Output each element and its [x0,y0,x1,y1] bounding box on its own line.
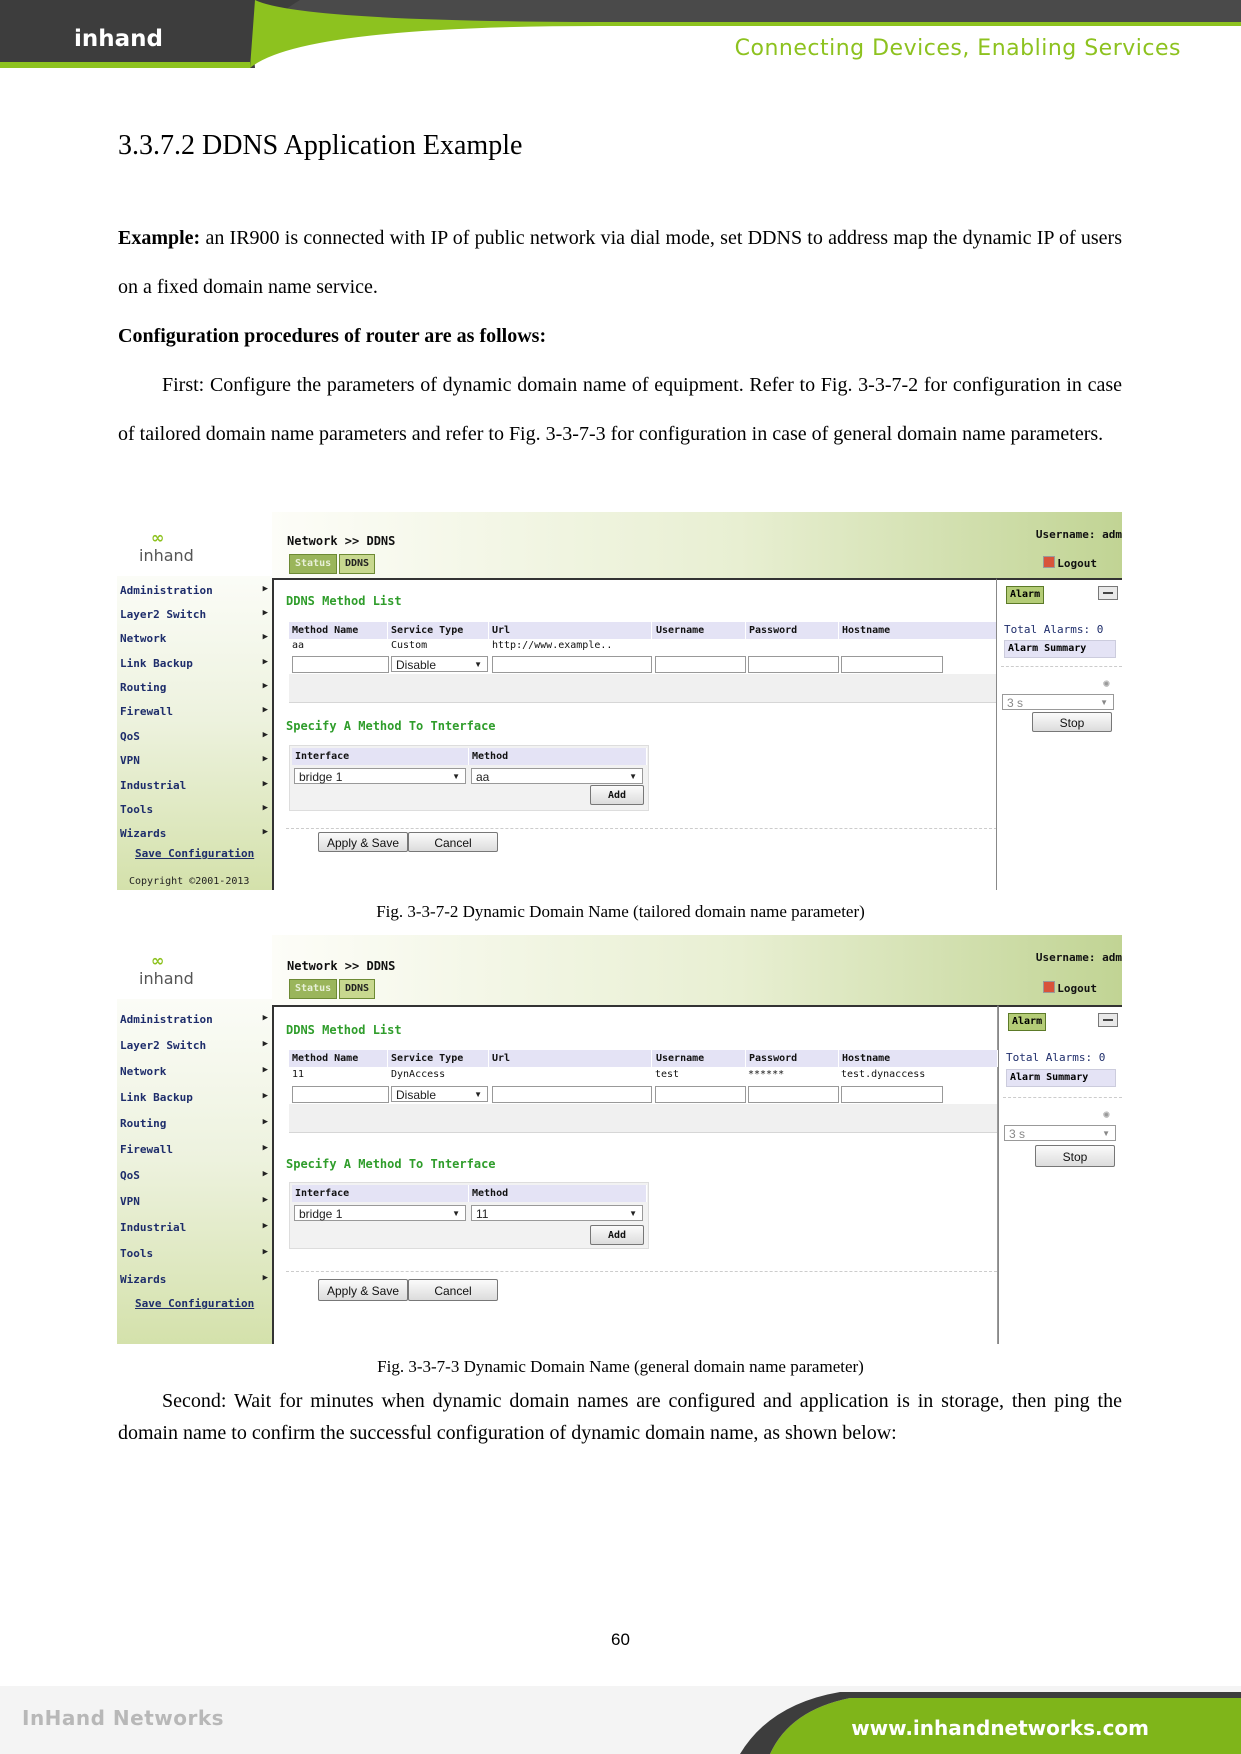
menu-industrial[interactable]: Industrial ▶ [120,1221,268,1234]
logo-mark-icon: ∞ [151,528,165,547]
arrow-right-icon: ▶ [262,1039,268,1049]
arrow-right-icon: ▶ [262,1091,268,1101]
copyright: Copyright ©2001-2013 [129,876,250,887]
alarm-summary[interactable]: Alarm Summary [1004,640,1116,658]
cell-password: ****** [748,1069,785,1080]
arrow-right-icon: ▶ [262,803,268,813]
menu-layer2-switch[interactable]: Layer2 Switch ▶ [120,608,268,621]
stop-button[interactable]: Stop [1032,712,1112,732]
top-bar [272,935,1122,1005]
arrow-right-icon: ▶ [262,584,268,594]
loading-spinner-icon: ✺ [1102,676,1110,690]
col-method: Method [469,1185,647,1202]
interface-box [289,745,649,811]
divider [1001,666,1122,667]
logout-icon [1043,556,1055,568]
cancel-button[interactable]: Cancel [408,832,498,852]
page-number: 60 [611,1630,630,1649]
arrow-right-icon: ▶ [262,705,268,715]
minimize-icon[interactable] [1098,1013,1118,1027]
arrow-right-icon: ▶ [262,827,268,837]
col-service-type: Service Type [388,1050,489,1067]
chevron-down-icon: ▼ [1102,1129,1110,1138]
tab-status[interactable]: Status [289,979,337,999]
arrow-right-icon: ▶ [262,730,268,740]
menu-vpn[interactable]: VPN ▶ [120,1195,268,1208]
username-input[interactable] [655,656,746,673]
breadcrumb: Network >> DDNS [287,959,396,973]
cell-method-name: aa [292,640,305,651]
inhand-logo: ∞ inhand [139,528,194,565]
chevron-down-icon: ▼ [629,1209,637,1218]
section-title: 3.3.7.2 DDNS Application Example [118,130,523,161]
menu-tools[interactable]: Tools ▶ [120,1247,268,1260]
specify-method-title: Specify A Method To Tnterface [286,1157,496,1171]
top-bar [272,512,1122,578]
col-interface: Interface [292,748,469,765]
arrow-right-icon: ▶ [262,1117,268,1127]
menu-network[interactable]: Network ▶ [120,632,268,645]
alarm-panel [996,578,1122,890]
arrow-right-icon: ▶ [262,1221,268,1231]
service-type-select[interactable]: Disable ▼ [391,1086,488,1102]
col-username: Username [653,1050,746,1067]
col-service-type: Service Type [388,622,489,639]
menu-firewall[interactable]: Firewall ▶ [120,1143,268,1156]
cancel-button[interactable]: Cancel [408,1279,498,1301]
menu-tools[interactable]: Tools ▶ [120,803,268,816]
example-paragraph [118,214,1122,312]
method-table-header [289,622,997,639]
menu-administration[interactable]: Administration ▶ [120,584,268,597]
col-password: Password [746,1050,839,1067]
chevron-down-icon: ▼ [629,772,637,781]
menu-network[interactable]: Network ▶ [120,1065,268,1078]
chevron-down-icon: ▼ [452,1209,460,1218]
ddns-screenshot-general [117,935,1122,1344]
sidebar [117,935,272,1344]
password-input[interactable] [748,656,839,673]
example-label: Example: [118,227,201,249]
cell-url: http://www.example.. [492,640,613,651]
menu-qos[interactable]: QoS ▶ [120,1169,268,1182]
save-configuration-link[interactable]: Save Configuration [135,1297,255,1310]
arrow-right-icon: ▶ [262,1169,268,1179]
menu-link-backup[interactable]: Link Backup ▶ [120,1091,268,1104]
interface-select[interactable]: bridge 1 ▼ [294,1205,466,1221]
menu-layer2-switch[interactable]: Layer2 Switch ▶ [120,1039,268,1052]
refresh-interval-select[interactable]: 3 s ▼ [1002,694,1114,710]
col-hostname: Hostname [839,1050,998,1067]
page-footer [0,1686,1241,1754]
cell-service-type: DynAccess [391,1069,446,1080]
tab-status[interactable]: Status [289,554,337,574]
username-label: Username: adm [1035,951,1122,964]
menu-routing[interactable]: Routing ▶ [120,681,268,694]
minimize-icon[interactable] [1098,586,1118,600]
menu-qos[interactable]: QoS ▶ [120,730,268,743]
tab-ddns[interactable]: DDNS [339,979,375,999]
loading-spinner-icon: ✺ [1102,1107,1110,1121]
page-header [0,0,1241,70]
chevron-down-icon: ▼ [452,772,460,781]
breadcrumb: Network >> DDNS [287,534,396,548]
main-panel [272,1005,998,1344]
method-select[interactable]: aa ▼ [471,768,643,784]
menu-wizards[interactable]: Wizards ▶ [120,827,268,840]
col-method: Method [469,748,647,765]
total-alarms: Total Alarms: 0 [1006,1051,1106,1064]
alarm-summary[interactable]: Alarm Summary [1006,1069,1116,1087]
arrow-right-icon: ▶ [262,1195,268,1205]
arrow-right-icon: ▶ [262,681,268,691]
stop-button[interactable]: Stop [1035,1145,1115,1167]
url-input[interactable] [492,656,652,673]
footer-brand: InHand Networks [22,1706,225,1730]
header-tagline: Connecting Devices, Enabling Services [734,36,1181,61]
cell-hostname: test.dynaccess [841,1069,926,1080]
method-name-input[interactable] [292,656,389,673]
menu-industrial[interactable]: Industrial ▶ [120,779,268,792]
method-table-header [289,1050,997,1067]
total-alarms: Total Alarms: 0 [1004,623,1104,636]
menu-firewall[interactable]: Firewall ▶ [120,705,268,718]
col-interface: Interface [292,1185,469,1202]
chevron-down-icon: ▼ [1100,698,1108,707]
col-password: Password [746,622,839,639]
cell-username: test [655,1069,680,1080]
example-text: an IR900 is connected with IP of public network via dial mode, set DDNS to address map the dynamic IP of users on a fixed domain name service. [118,227,1122,298]
interface-table-header [292,1185,646,1202]
ddns-method-list-title: DDNS Method List [286,1023,402,1037]
logout-icon [1043,981,1055,993]
interface-table-header [292,748,646,765]
menu-routing[interactable]: Routing ▶ [120,1117,268,1130]
arrow-right-icon: ▶ [262,1273,268,1283]
alarm-panel [998,1005,1122,1344]
arrow-right-icon: ▶ [262,1013,268,1023]
arrow-right-icon: ▶ [262,657,268,667]
username-input[interactable] [655,1086,746,1103]
url-input[interactable] [492,1086,652,1103]
table-footer [289,1104,997,1133]
col-username: Username [653,622,746,639]
hostname-input[interactable] [841,1086,943,1103]
footer-website: www.inhandnetworks.com [851,1716,1149,1740]
method-name-input[interactable] [292,1086,389,1103]
arrow-right-icon: ▶ [262,754,268,764]
step-one-paragraph: First: Configure the parameters of dynamic domain name of equipment. Refer to Fig. 3-3-7-2 for configuration in case of tailored domain name parameters and refer to Fig. 3-3-7-3 for configuration in case of general domain name parameters. [118,374,1122,445]
hostname-input[interactable] [841,656,943,673]
col-method-name: Method Name [289,1050,388,1067]
figure-caption-1: Fig. 3-3-7-2 Dynamic Domain Name (tailored domain name parameter) [376,902,865,921]
col-url: Url [489,622,652,639]
logout-button[interactable]: Logout [1043,981,1097,995]
logo-mark-icon: ∞ [151,951,165,970]
apply-save-button[interactable]: Apply & Save [318,832,408,852]
arrow-right-icon: ▶ [262,779,268,789]
arrow-right-icon: ▶ [262,632,268,642]
arrow-right-icon: ▶ [262,608,268,618]
figure-caption-2: Fig. 3-3-7-3 Dynamic Domain Name (general domain name parameter) [377,1357,864,1376]
divider [1003,1097,1122,1098]
specify-method-title: Specify A Method To Tnterface [286,719,496,733]
main-panel [272,578,998,890]
alarm-tab[interactable]: Alarm [1006,586,1044,604]
col-method-name: Method Name [289,622,388,639]
interface-select[interactable]: bridge 1 ▼ [294,768,466,784]
password-input[interactable] [748,1086,839,1103]
apply-save-button[interactable]: Apply & Save [318,1279,408,1301]
table-footer [289,674,997,703]
cell-service-type: Custom [391,640,428,651]
menu-vpn[interactable]: VPN ▶ [120,754,268,767]
menu-wizards[interactable]: Wizards ▶ [120,1273,268,1286]
method-select[interactable]: 11 ▼ [471,1205,643,1221]
logout-button[interactable]: Logout [1043,556,1097,570]
username-label: Username: adm [1035,528,1122,541]
chevron-down-icon: ▼ [474,1090,482,1099]
chevron-down-icon: ▼ [474,660,482,669]
add-button[interactable]: Add [590,785,644,805]
tab-ddns[interactable]: DDNS [339,554,375,574]
arrow-right-icon: ▶ [262,1247,268,1257]
alarm-tab[interactable]: Alarm [1008,1013,1046,1031]
save-configuration-link[interactable]: Save Configuration [135,847,255,860]
menu-link-backup[interactable]: Link Backup ▶ [120,657,268,670]
refresh-interval-select[interactable]: 3 s ▼ [1004,1125,1116,1141]
col-hostname: Hostname [839,622,998,639]
col-url: Url [489,1050,652,1067]
inhand-logo: inhand [74,26,163,52]
step-two-paragraph: Second: Wait for minutes when dynamic domain names are configured and application is in storage, then ping the domain name to confirm the successful configuration of dynamic domain name, as shown below: [118,1390,1122,1444]
interface-box [289,1182,649,1249]
cell-method-name: 11 [292,1069,305,1080]
ddns-screenshot-tailored [117,512,1122,890]
add-button[interactable]: Add [590,1225,644,1245]
service-type-select[interactable]: Disable ▼ [391,656,488,672]
inhand-logo: ∞ inhand [139,951,194,988]
arrow-right-icon: ▶ [262,1065,268,1075]
arrow-right-icon: ▶ [262,1143,268,1153]
menu-administration[interactable]: Administration ▶ [120,1013,268,1026]
config-heading: Configuration procedures of router are as follows: [118,325,547,347]
ddns-method-list-title: DDNS Method List [286,594,402,608]
sidebar [117,512,272,890]
divider [286,1271,997,1272]
divider [286,828,997,829]
